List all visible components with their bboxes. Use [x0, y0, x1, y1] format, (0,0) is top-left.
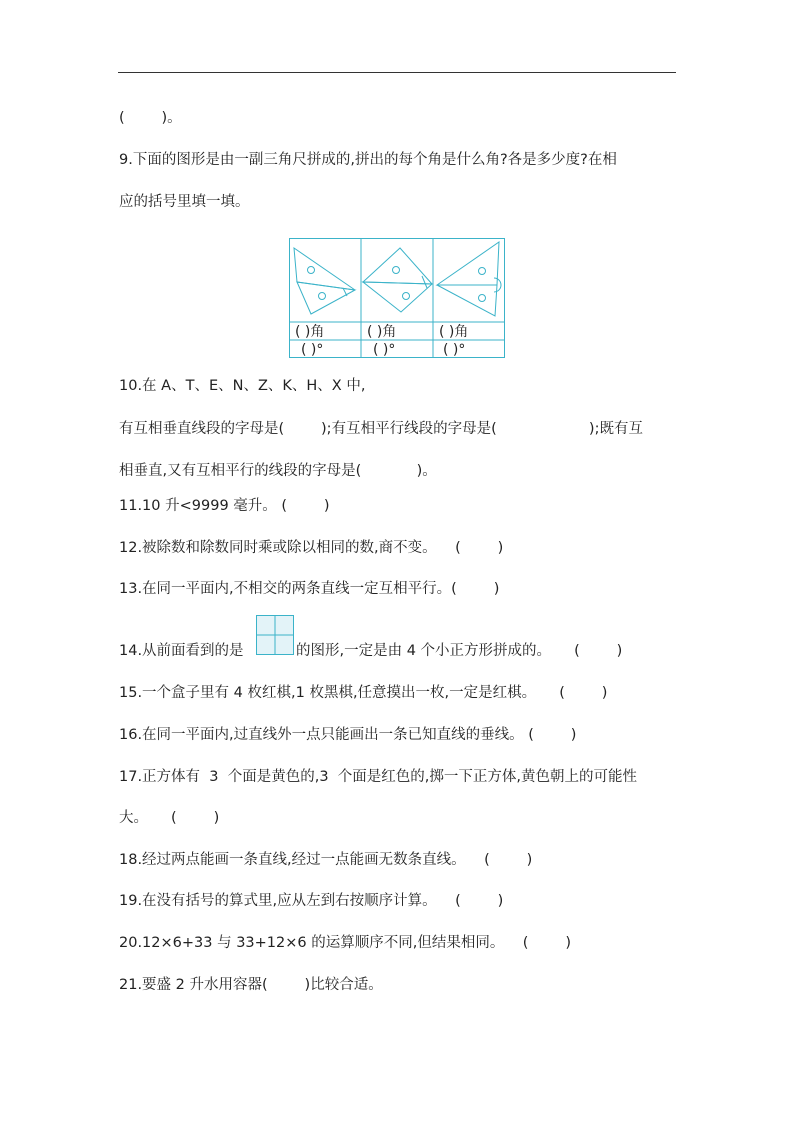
- question-17-line1: 17.正方体有 3 个面是黄色的,3 个面是红色的,掷一下正方体,黄色朝上的可能性: [119, 769, 637, 785]
- header-rule: [118, 72, 676, 73]
- degree-label-1: ( )°: [301, 342, 324, 358]
- angle-label-3: ( )角: [439, 324, 469, 340]
- question-18: 18.经过两点能画一条直线,经过一点能画无数条直线。 ( ): [119, 852, 533, 868]
- question-11: 11.10 升<9999 毫升。 ( ): [119, 498, 330, 514]
- question-9-line2: 应的括号里填一填。: [119, 194, 250, 210]
- question-19: 19.在没有括号的算式里,应从左到右按顺序计算。 ( ): [119, 893, 504, 909]
- diagram-3: [437, 242, 501, 316]
- four-squares-icon: [256, 615, 294, 655]
- degree-label-2: ( )°: [373, 342, 396, 358]
- question-13: 13.在同一平面内,不相交的两条直线一定互相平行。( ): [119, 581, 500, 597]
- question-14-part2: 的图形,一定是由 4 个小正方形拼成的。 ( ): [296, 643, 623, 659]
- question-14-part1: 14.从前面看到的是: [119, 643, 244, 659]
- angle-label-2: ( )角: [367, 324, 397, 340]
- question-21: 21.要盛 2 升水用容器( )比较合适。: [119, 977, 383, 993]
- angle-label-1: ( )角: [295, 324, 325, 340]
- diagram-1: [294, 248, 355, 314]
- question-16: 16.在同一平面内,过直线外一点只能画出一条已知直线的垂线。 ( ): [119, 727, 577, 743]
- question-17-line2: 大。 ( ): [119, 810, 220, 826]
- question-10-line1: 10.在 A、T、E、N、Z、K、H、X 中,: [119, 378, 366, 394]
- question-10-line3: 相垂直,又有互相平行的线段的字母是( )。: [119, 463, 437, 479]
- question-20: 20.12×6+33 与 33+12×6 的运算顺序不同,但结果相同。 ( ): [119, 935, 571, 951]
- question-9-line1: 9.下面的图形是由一副三角尺拼成的,拼出的每个角是什么角?各是多少度?在相: [119, 152, 617, 168]
- triangle-ruler-figure: [289, 238, 505, 358]
- answer-blank-prev: ( )。: [119, 110, 182, 126]
- question-15: 15.一个盒子里有 4 枚红棋,1 枚黑棋,任意摸出一枚,一定是红棋。 ( ): [119, 685, 608, 701]
- question-10-line2: 有互相垂直线段的字母是( );有互相平行线段的字母是( );既有互: [119, 421, 643, 437]
- question-12: 12.被除数和除数同时乘或除以相同的数,商不变。 ( ): [119, 540, 504, 556]
- diagram-2: [363, 248, 432, 312]
- degree-label-3: ( )°: [443, 342, 466, 358]
